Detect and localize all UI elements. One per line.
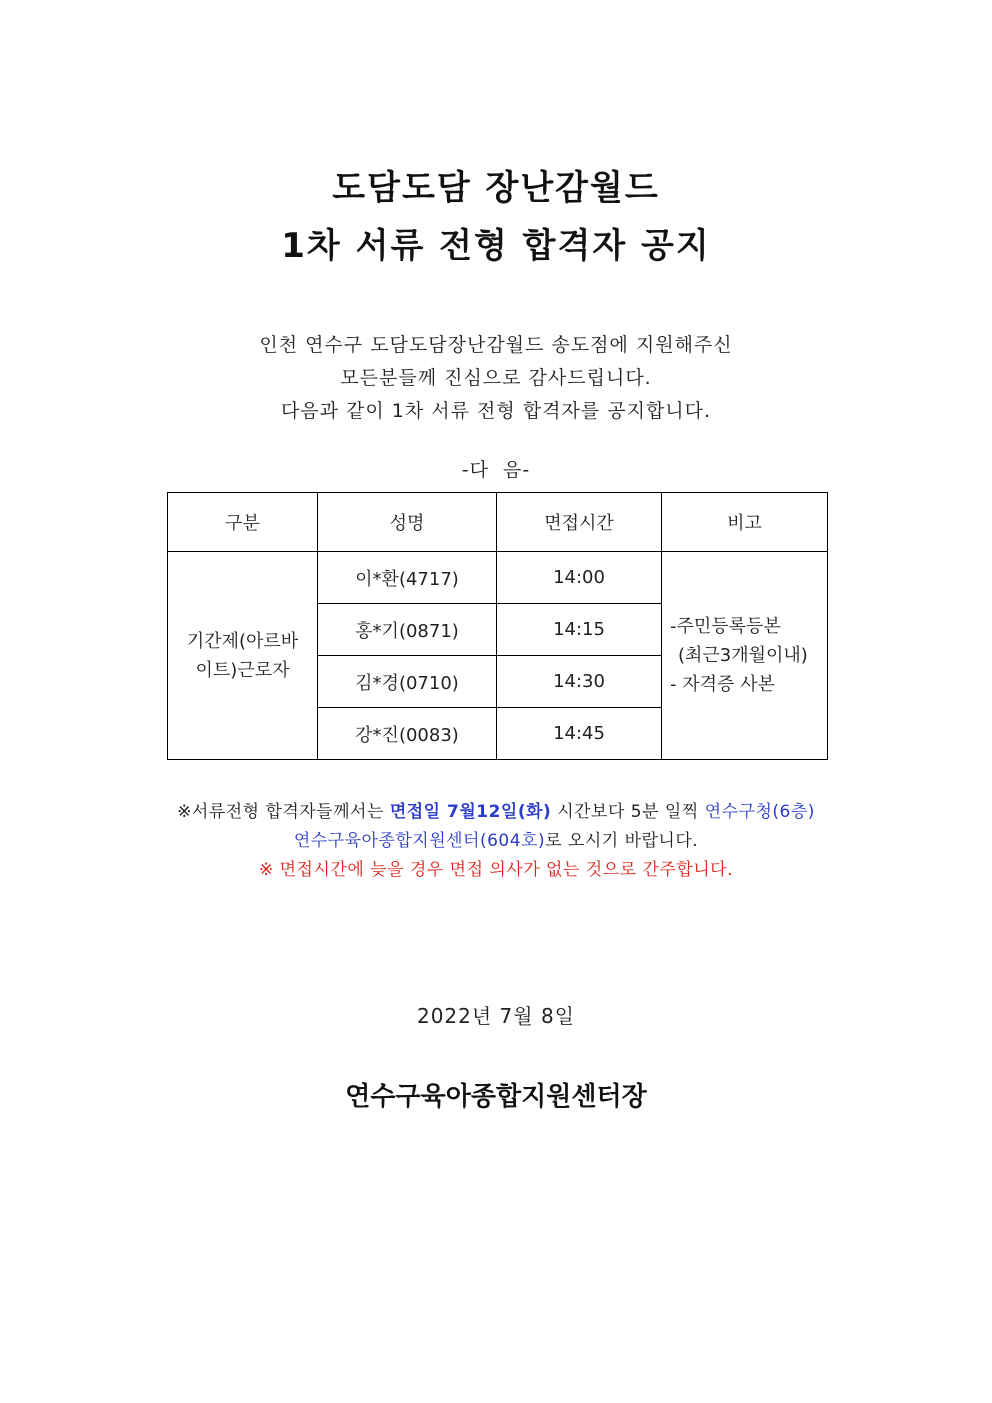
title-line-1: 도담도담 장난감월드 [332,168,660,208]
table-header-row [168,493,828,552]
header-name: 성명 [318,493,497,552]
interview-time: 14:45 [497,708,662,760]
note-line-1: -주민등록등본 [670,616,781,637]
applicant-name: 홍*기(0871) [318,604,497,656]
title-line-2: 1차 서류 전형 합격자 공지 [281,226,711,266]
notice-text-3: 로 오시기 바랍니다. [545,831,699,851]
applicant-table [167,492,828,760]
notice-text-2: 시간보다 5분 일찍 [551,802,705,822]
late-warning: ※ 면접시간에 늦을 경우 면접 의사가 없는 것으로 간주합니다. [258,860,733,880]
note-line-2: (최근3개월이내) [678,645,808,666]
applicant-name: 김*경(0710) [318,656,497,708]
intro-line-3: 다음과 같이 1차 서류 전형 합격자를 공지합니다. [280,400,712,422]
interview-place-1: 연수구청(6층) [704,802,815,822]
header-time: 면접시간 [497,493,662,552]
interview-date: 면접일 7월12일(화) [389,802,552,822]
header-note: 비고 [662,493,828,552]
applicant-name: 강*진(0083) [318,708,497,760]
note-line-3: - 자격증 사본 [670,674,775,695]
notice-line-1 [0,797,992,822]
notice-text-1: ※서류전형 합격자들께서는 [177,802,390,822]
category-cell [168,552,318,760]
notice-line-2 [0,826,992,851]
notice-date: 2022년 7월 8일 [416,1004,576,1028]
applicant-name: 이*환(4717) [318,552,497,604]
category-line-2: 이트)근로자 [195,659,290,681]
note-cell [662,552,828,760]
interview-time: 14:00 [497,552,662,604]
intro-line-1: 인천 연수구 도담도담장난감월드 송도점에 지원해주신 [259,334,733,356]
header-category: 구분 [168,493,318,552]
interview-time: 14:15 [497,604,662,656]
interview-time: 14:30 [497,656,662,708]
intro-line-2: 모든분들께 진심으로 감사드립니다. [340,367,652,389]
category-line-1: 기간제(아르바 [186,630,299,652]
interview-place-2: 연수구육아종합지원센터(604호) [293,831,546,851]
signature: 연수구육아종합지원센터장 [345,1082,647,1112]
table-row [168,552,828,604]
section-label: -다 음- [461,459,531,481]
